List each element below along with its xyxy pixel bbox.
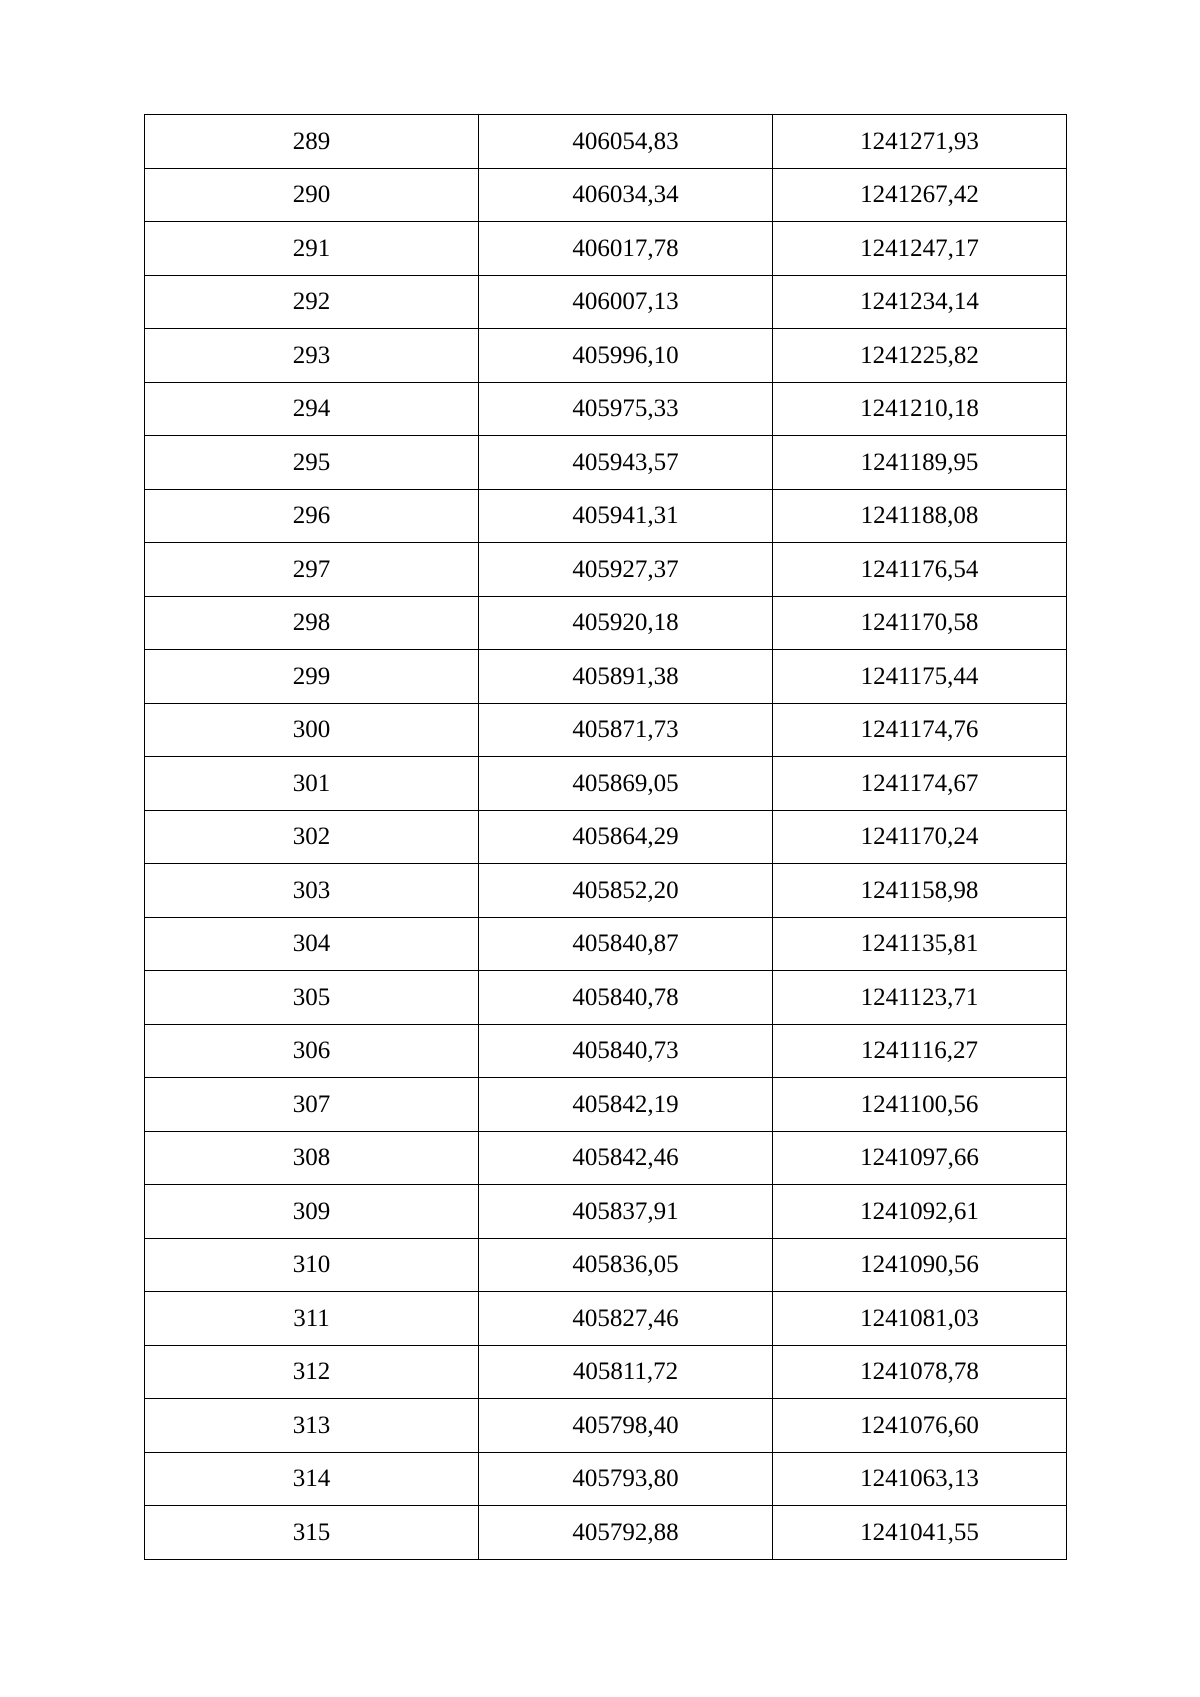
y-coordinate-cell: 1241063,13 — [773, 1452, 1067, 1506]
point-number-cell: 298 — [145, 596, 479, 650]
x-coordinate-cell: 405842,19 — [479, 1078, 773, 1132]
y-coordinate-cell: 1241174,76 — [773, 703, 1067, 757]
table-row — [145, 650, 1067, 704]
table-row — [145, 703, 1067, 757]
table-row — [145, 1292, 1067, 1346]
x-coordinate-cell: 406034,34 — [479, 168, 773, 222]
x-coordinate-cell: 405837,91 — [479, 1185, 773, 1239]
x-coordinate-cell: 405869,05 — [479, 757, 773, 811]
y-coordinate-cell: 1241135,81 — [773, 917, 1067, 971]
coordinates-table-body — [145, 115, 1067, 1560]
table-row — [145, 115, 1067, 169]
table-row — [145, 1238, 1067, 1292]
y-coordinate-cell: 1241234,14 — [773, 275, 1067, 329]
point-number-cell: 314 — [145, 1452, 479, 1506]
x-coordinate-cell: 405871,73 — [479, 703, 773, 757]
x-coordinate-cell: 405840,87 — [479, 917, 773, 971]
point-number-cell: 293 — [145, 329, 479, 383]
point-number-cell: 289 — [145, 115, 479, 169]
y-coordinate-cell: 1241158,98 — [773, 864, 1067, 918]
y-coordinate-cell: 1241225,82 — [773, 329, 1067, 383]
y-coordinate-cell: 1241078,78 — [773, 1345, 1067, 1399]
y-coordinate-cell: 1241090,56 — [773, 1238, 1067, 1292]
y-coordinate-cell: 1241247,17 — [773, 222, 1067, 276]
y-coordinate-cell: 1241210,18 — [773, 382, 1067, 436]
point-number-cell: 305 — [145, 971, 479, 1025]
table-row — [145, 436, 1067, 490]
point-number-cell: 306 — [145, 1024, 479, 1078]
coordinates-table — [144, 114, 1067, 1560]
point-number-cell: 300 — [145, 703, 479, 757]
table-row — [145, 917, 1067, 971]
x-coordinate-cell: 405842,46 — [479, 1131, 773, 1185]
y-coordinate-cell: 1241123,71 — [773, 971, 1067, 1025]
point-number-cell: 310 — [145, 1238, 479, 1292]
y-coordinate-cell: 1241175,44 — [773, 650, 1067, 704]
x-coordinate-cell: 405793,80 — [479, 1452, 773, 1506]
y-coordinate-cell: 1241271,93 — [773, 115, 1067, 169]
x-coordinate-cell: 405840,73 — [479, 1024, 773, 1078]
x-coordinate-cell: 405811,72 — [479, 1345, 773, 1399]
x-coordinate-cell: 405920,18 — [479, 596, 773, 650]
x-coordinate-cell: 405827,46 — [479, 1292, 773, 1346]
y-coordinate-cell: 1241174,67 — [773, 757, 1067, 811]
x-coordinate-cell: 405864,29 — [479, 810, 773, 864]
x-coordinate-cell: 406054,83 — [479, 115, 773, 169]
table-row — [145, 1452, 1067, 1506]
table-row — [145, 168, 1067, 222]
table-row — [145, 596, 1067, 650]
x-coordinate-cell: 405927,37 — [479, 543, 773, 597]
table-row — [145, 329, 1067, 383]
point-number-cell: 304 — [145, 917, 479, 971]
y-coordinate-cell: 1241081,03 — [773, 1292, 1067, 1346]
table-row — [145, 1506, 1067, 1560]
table-row — [145, 1399, 1067, 1453]
y-coordinate-cell: 1241170,24 — [773, 810, 1067, 864]
point-number-cell: 308 — [145, 1131, 479, 1185]
table-row — [145, 222, 1067, 276]
table-row — [145, 1078, 1067, 1132]
table-row — [145, 810, 1067, 864]
point-number-cell: 290 — [145, 168, 479, 222]
x-coordinate-cell: 405792,88 — [479, 1506, 773, 1560]
x-coordinate-cell: 405852,20 — [479, 864, 773, 918]
point-number-cell: 301 — [145, 757, 479, 811]
y-coordinate-cell: 1241267,42 — [773, 168, 1067, 222]
point-number-cell: 291 — [145, 222, 479, 276]
point-number-cell: 294 — [145, 382, 479, 436]
y-coordinate-cell: 1241176,54 — [773, 543, 1067, 597]
point-number-cell: 307 — [145, 1078, 479, 1132]
table-row — [145, 1131, 1067, 1185]
point-number-cell: 302 — [145, 810, 479, 864]
y-coordinate-cell: 1241041,55 — [773, 1506, 1067, 1560]
x-coordinate-cell: 405798,40 — [479, 1399, 773, 1453]
point-number-cell: 295 — [145, 436, 479, 490]
x-coordinate-cell: 405996,10 — [479, 329, 773, 383]
y-coordinate-cell: 1241076,60 — [773, 1399, 1067, 1453]
point-number-cell: 296 — [145, 489, 479, 543]
table-row — [145, 1345, 1067, 1399]
y-coordinate-cell: 1241116,27 — [773, 1024, 1067, 1078]
y-coordinate-cell: 1241100,56 — [773, 1078, 1067, 1132]
point-number-cell: 311 — [145, 1292, 479, 1346]
point-number-cell: 297 — [145, 543, 479, 597]
y-coordinate-cell: 1241097,66 — [773, 1131, 1067, 1185]
table-row — [145, 757, 1067, 811]
x-coordinate-cell: 406007,13 — [479, 275, 773, 329]
table-row — [145, 489, 1067, 543]
table-row — [145, 275, 1067, 329]
table-row — [145, 864, 1067, 918]
x-coordinate-cell: 405943,57 — [479, 436, 773, 490]
x-coordinate-cell: 406017,78 — [479, 222, 773, 276]
y-coordinate-cell: 1241092,61 — [773, 1185, 1067, 1239]
table-row — [145, 1024, 1067, 1078]
point-number-cell: 292 — [145, 275, 479, 329]
table-row — [145, 382, 1067, 436]
point-number-cell: 313 — [145, 1399, 479, 1453]
point-number-cell: 299 — [145, 650, 479, 704]
table-row — [145, 1185, 1067, 1239]
x-coordinate-cell: 405840,78 — [479, 971, 773, 1025]
table-row — [145, 971, 1067, 1025]
point-number-cell: 315 — [145, 1506, 479, 1560]
x-coordinate-cell: 405836,05 — [479, 1238, 773, 1292]
y-coordinate-cell: 1241170,58 — [773, 596, 1067, 650]
point-number-cell: 309 — [145, 1185, 479, 1239]
x-coordinate-cell: 405891,38 — [479, 650, 773, 704]
x-coordinate-cell: 405941,31 — [479, 489, 773, 543]
point-number-cell: 312 — [145, 1345, 479, 1399]
table-row — [145, 543, 1067, 597]
x-coordinate-cell: 405975,33 — [479, 382, 773, 436]
point-number-cell: 303 — [145, 864, 479, 918]
y-coordinate-cell: 1241189,95 — [773, 436, 1067, 490]
y-coordinate-cell: 1241188,08 — [773, 489, 1067, 543]
